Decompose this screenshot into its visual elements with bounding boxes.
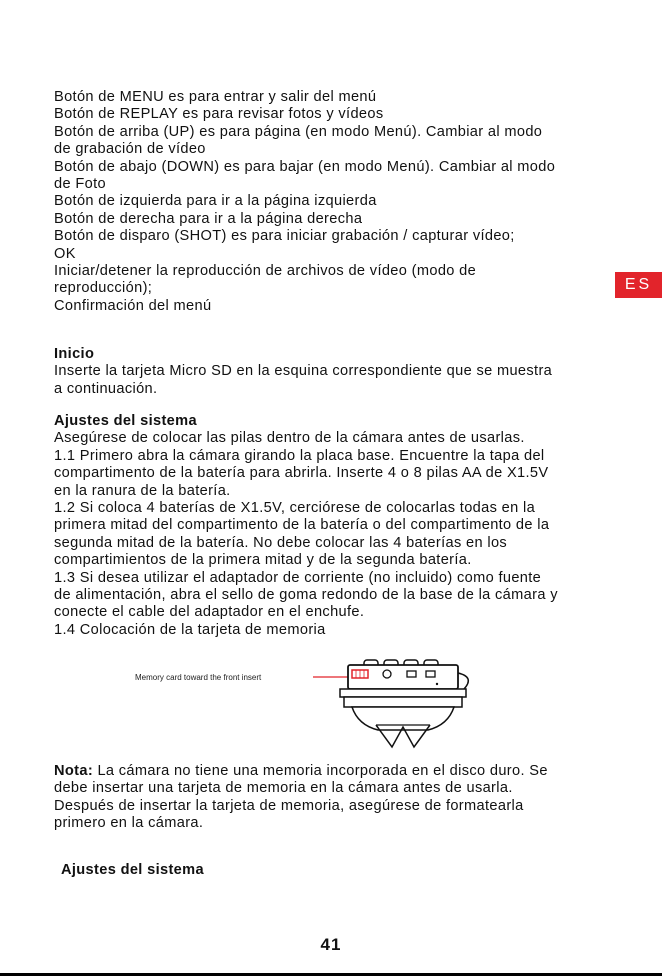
section-heading: Ajustes del sistema [54,413,197,429]
text-line: 1.1 Primero abra la cámara girando la placa base. Encuentre la tapa del [54,447,545,464]
text-line: conecte el cable del adaptador en el enchufe. [54,604,365,621]
text-line: Botón de izquierda para ir a la página izquierda [54,193,377,210]
text-line: 1.4 Colocación de la tarjeta de memoria [54,621,326,638]
figure-caption: Memory card toward the front insert [135,673,262,682]
nota-label: Nota: [54,763,94,779]
nota-text: La cámara no tiene una memoria incorporada en el disco duro. Se [93,763,548,779]
text-line: Botón de abajo (DOWN) es para bajar (en modo Menú). Cambiar al modo [54,158,556,175]
text-line [54,763,614,780]
text-line: primero en la cámara. [54,815,204,832]
text-line: debe insertar una tarjeta de memoria en la cámara antes de usarla. [54,780,513,797]
text-line: Iniciar/detener la reproducción de archivos de vídeo (modo de [54,263,477,280]
section-heading: Inicio [54,346,95,362]
text-line: a continuación. [54,380,158,397]
text-line: Botón de MENU es para entrar y salir del menú [54,89,377,105]
camera-diagram [130,655,480,755]
camera-bottom-icon [130,655,480,755]
text-line: Inserte la tarjeta Micro SD en la esquina correspondiente que se muestra [54,363,553,380]
text-line: Asegúrese de colocar las pilas dentro de la cámara antes de usarlas. [54,430,525,447]
page-number: 41 [320,935,342,954]
text-line: Botón de REPLAY es para revisar fotos y vídeos [54,106,384,123]
section-heading: Ajustes del sistema [61,862,204,878]
text-line: segunda mitad de la batería. No debe colocar las 4 baterías en los [54,534,508,551]
text-line: primera mitad del compartimento de la batería o del compartimento de la [54,517,550,534]
text-line: 1.3 Si desea utilizar el adaptador de corriente (no incluido) como fuente [54,569,542,586]
bottom-rule [0,973,662,976]
text-line: Botón de disparo (SHOT) es para iniciar grabación / capturar vídeo; [54,228,515,245]
inicio-section [54,346,614,398]
text-line: Botón de derecha para ir a la página derecha [54,210,363,227]
text-line: OK [54,245,76,262]
text-line: en la ranura de la batería. [54,482,231,499]
nota-section [54,763,614,833]
text-line: Confirmación del menú [54,297,212,314]
text-line: compartimientos de la primera mitad y de la segunda batería. [54,552,472,569]
buttons-description [54,89,614,315]
text-line: de Foto [54,176,106,193]
text-line: compartimento de la batería para abrirla. Inserte 4 o 8 pilas AA de X1.5V [54,465,549,482]
text-line: de alimentación, abra el sello de goma redondo de la base de la cámara y [54,587,558,604]
language-tab: ES [615,272,662,298]
ajustes-section [54,413,614,639]
text-line: 1.2 Si coloca 4 baterías de X1.5V, cerciórese de colocarlas todas en la [54,500,536,517]
text-line: Botón de arriba (UP) es para página (en modo Menú). Cambiar al modo [54,123,543,140]
text-line: reproducción); [54,280,153,297]
text-line: de grabación de vídeo [54,141,206,158]
text-line: Después de insertar la tarjeta de memoria, asegúrese de formatearla [54,797,524,814]
